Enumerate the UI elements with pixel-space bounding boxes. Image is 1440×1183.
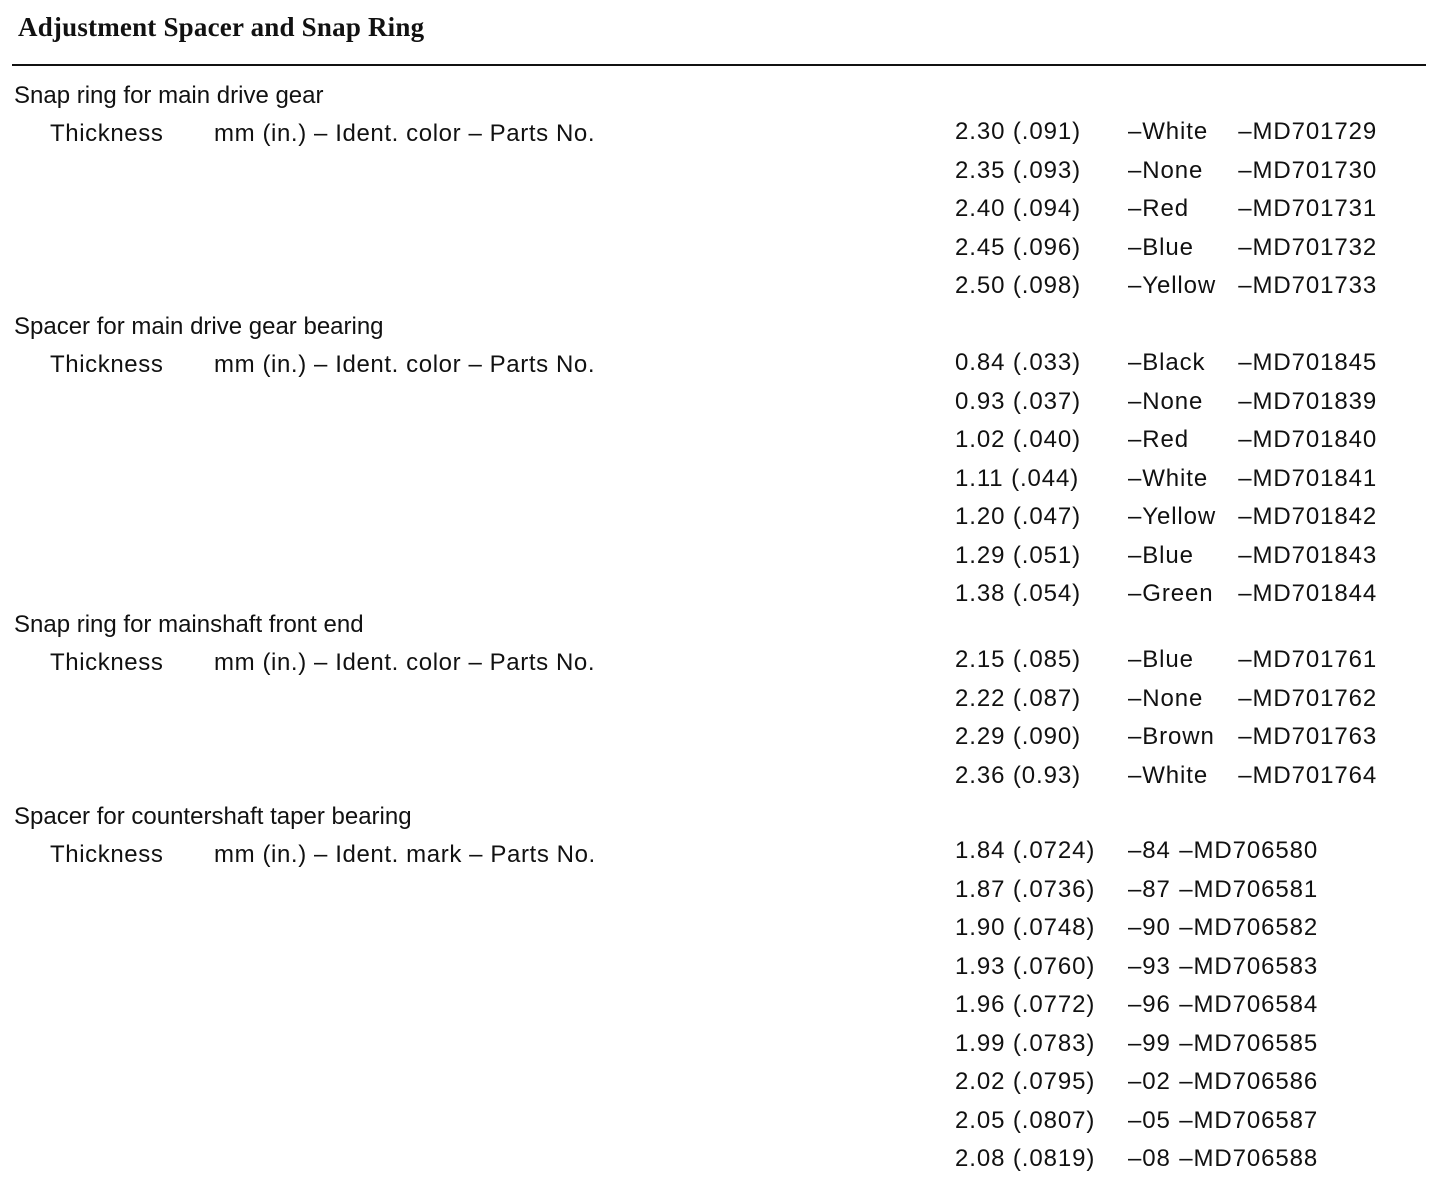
value-row <box>955 541 1377 580</box>
dash-separator: – <box>1128 914 1143 941</box>
ident-color-value: Blue <box>1142 646 1194 673</box>
value-list <box>955 645 1377 799</box>
ident-color-value: None <box>1142 684 1204 712</box>
dash-separator: – <box>1179 991 1194 1018</box>
value-row <box>955 464 1377 503</box>
value-row <box>955 684 1377 723</box>
dash-separator: – <box>1179 1145 1194 1172</box>
thickness-value: 1.93 (.0760) <box>955 952 1096 980</box>
part-number-value: MD701763 <box>1252 723 1378 750</box>
title-rule <box>12 64 1426 66</box>
thickness-value: 2.45 (.096) <box>955 233 1081 261</box>
dash-separator: – <box>1238 349 1253 376</box>
value-row <box>955 1067 1318 1106</box>
columns-label: mm (in.) – Ident. color – Parts No. <box>214 649 596 676</box>
dash-separator: – <box>1238 646 1253 673</box>
part-number-value: MD701762 <box>1252 684 1378 712</box>
part-number-value: MD706588 <box>1193 1145 1319 1172</box>
thickness-value: 1.84 (.0724) <box>955 837 1096 864</box>
part-number-value: MD706586 <box>1193 1068 1319 1095</box>
part-number-value: MD701761 <box>1252 646 1378 673</box>
dash-separator: – <box>1128 991 1143 1018</box>
ident-color-value: White <box>1142 761 1209 789</box>
columns-label: mm (in.) – Ident. color – Parts No. <box>214 120 596 147</box>
dash-separator: – <box>1128 426 1143 453</box>
ident-color-value: None <box>1142 156 1204 184</box>
dash-separator: – <box>1179 1068 1194 1095</box>
part-number-value: MD701731 <box>1252 195 1378 222</box>
value-row <box>955 645 1377 684</box>
dash-separator: – <box>1128 1068 1143 1095</box>
value-row <box>955 990 1318 1029</box>
section-title-main-drive-gear-bearing-spacer: Spacer for main drive gear bearing <box>14 313 384 340</box>
dash-separator: – <box>1238 118 1253 145</box>
dash-separator: – <box>1238 272 1253 299</box>
part-number-value: MD706587 <box>1193 1106 1319 1134</box>
thickness-value: 0.84 (.033) <box>955 349 1081 376</box>
dash-separator: – <box>1128 503 1143 530</box>
thickness-value: 2.15 (.085) <box>955 646 1081 673</box>
ident-mark-value: 87 <box>1142 875 1171 903</box>
ident-mark-value: 05 <box>1142 1106 1171 1134</box>
dash-separator: – <box>1128 837 1143 864</box>
part-number-value: MD706584 <box>1193 991 1319 1018</box>
dash-separator: – <box>1238 541 1253 569</box>
dash-separator: – <box>1128 272 1143 299</box>
ident-color-value: Red <box>1142 426 1189 453</box>
value-row <box>955 117 1377 156</box>
ident-mark-value: 90 <box>1142 914 1171 941</box>
value-row <box>955 761 1377 800</box>
column-label <box>50 351 595 379</box>
dash-separator: – <box>1128 580 1143 607</box>
part-number-value: MD701729 <box>1252 118 1378 145</box>
dash-separator: – <box>1238 156 1253 184</box>
thickness-value: 1.02 (.040) <box>955 426 1081 453</box>
dash-separator: – <box>1128 387 1143 415</box>
dash-separator: – <box>1179 914 1194 941</box>
thickness-value: 1.99 (.0783) <box>955 1029 1096 1057</box>
part-number-value: MD701845 <box>1252 349 1378 376</box>
part-number-value: MD701732 <box>1252 233 1378 261</box>
value-row <box>955 387 1377 426</box>
dash-separator: – <box>1128 349 1143 376</box>
value-row <box>955 836 1318 875</box>
dash-separator: – <box>1128 1029 1143 1057</box>
section-title-countershaft-taper-bearing-spacer: Spacer for countershaft taper bearing <box>14 803 412 830</box>
value-row <box>955 579 1377 618</box>
section-title-mainshaft-front-snap-ring: Snap ring for mainshaft front end <box>14 611 364 638</box>
value-list <box>955 348 1377 618</box>
ident-mark-value: 84 <box>1142 837 1171 864</box>
dash-separator: – <box>1128 646 1143 673</box>
part-number-value: MD706580 <box>1193 837 1319 864</box>
ident-color-value: Green <box>1142 580 1214 607</box>
ident-color-value: None <box>1142 387 1204 415</box>
part-number-value: MD701764 <box>1252 761 1378 789</box>
ident-mark-value: 99 <box>1142 1029 1171 1057</box>
ident-color-value: Black <box>1142 349 1206 376</box>
dash-separator: – <box>1128 464 1143 492</box>
value-row <box>955 194 1377 233</box>
column-label <box>50 649 595 677</box>
part-number-value: MD701839 <box>1252 387 1378 415</box>
thickness-value: 2.50 (.098) <box>955 272 1081 299</box>
part-number-value: MD706585 <box>1193 1029 1319 1057</box>
dash-separator: – <box>1128 195 1143 222</box>
thickness-label: Thickness <box>50 841 164 868</box>
thickness-value: 0.93 (.037) <box>955 387 1081 415</box>
dash-separator: – <box>1128 723 1143 750</box>
dash-separator: – <box>1179 875 1194 903</box>
thickness-value: 2.40 (.094) <box>955 195 1081 222</box>
thickness-value: 2.05 (.0807) <box>955 1106 1096 1134</box>
value-row <box>955 875 1318 914</box>
column-label <box>50 841 596 869</box>
value-row <box>955 156 1377 195</box>
part-number-value: MD706583 <box>1193 952 1319 980</box>
thickness-value: 2.35 (.093) <box>955 156 1081 184</box>
ident-color-value: Blue <box>1142 541 1194 569</box>
dash-separator: – <box>1128 875 1143 903</box>
thickness-value: 2.30 (.091) <box>955 118 1081 145</box>
part-number-value: MD701840 <box>1252 426 1378 453</box>
dash-separator: – <box>1128 156 1143 184</box>
dash-separator: – <box>1128 233 1143 261</box>
part-number-value: MD701841 <box>1252 464 1378 492</box>
ident-mark-value: 08 <box>1142 1145 1171 1172</box>
dash-separator: – <box>1238 503 1253 530</box>
ident-mark-value: 93 <box>1142 952 1171 980</box>
part-number-value: MD701844 <box>1252 580 1378 607</box>
section-title-main-drive-gear-snap-ring: Snap ring for main drive gear <box>14 82 324 109</box>
value-row <box>955 1029 1318 1068</box>
dash-separator: – <box>1128 952 1143 980</box>
ident-color-value: Yellow <box>1142 272 1217 299</box>
dash-separator: – <box>1179 837 1194 864</box>
thickness-value: 1.90 (.0748) <box>955 914 1096 941</box>
part-number-value: MD706581 <box>1193 875 1319 903</box>
value-list <box>955 836 1318 1183</box>
thickness-value: 1.96 (.0772) <box>955 991 1096 1018</box>
thickness-value: 1.20 (.047) <box>955 503 1081 530</box>
ident-color-value: White <box>1142 118 1209 145</box>
ident-color-value: Brown <box>1142 723 1215 750</box>
value-row <box>955 233 1377 272</box>
part-number-value: MD701843 <box>1252 541 1378 569</box>
dash-separator: – <box>1128 118 1143 145</box>
thickness-value: 2.02 (.0795) <box>955 1068 1096 1095</box>
dash-separator: – <box>1179 1029 1194 1057</box>
dash-separator: – <box>1128 684 1143 712</box>
value-row <box>955 348 1377 387</box>
part-number-value: MD701730 <box>1252 156 1378 184</box>
ident-color-value: White <box>1142 464 1209 492</box>
thickness-value: 2.08 (.0819) <box>955 1145 1096 1172</box>
thickness-value: 2.29 (.090) <box>955 723 1081 750</box>
dash-separator: – <box>1238 233 1253 261</box>
part-number-value: MD701842 <box>1252 503 1378 530</box>
thickness-value: 1.29 (.051) <box>955 541 1081 569</box>
value-row <box>955 913 1318 952</box>
thickness-value: 1.11 (.044) <box>955 464 1080 492</box>
thickness-label: Thickness <box>50 649 164 676</box>
thickness-value: 2.22 (.087) <box>955 684 1081 712</box>
columns-label: mm (in.) – Ident. color – Parts No. <box>214 351 596 378</box>
dash-separator: – <box>1128 1145 1143 1172</box>
value-list <box>955 117 1377 310</box>
columns-label: mm (in.) – Ident. mark – Parts No. <box>214 841 596 868</box>
dash-separator: – <box>1238 580 1253 607</box>
dash-separator: – <box>1128 1106 1143 1134</box>
dash-separator: – <box>1179 952 1194 980</box>
value-row <box>955 952 1318 991</box>
dash-separator: – <box>1238 464 1253 492</box>
ident-mark-value: 96 <box>1142 991 1171 1018</box>
thickness-value: 1.38 (.054) <box>955 580 1081 607</box>
value-row <box>955 722 1377 761</box>
value-row <box>955 502 1377 541</box>
dash-separator: – <box>1238 761 1253 789</box>
value-row <box>955 425 1377 464</box>
dash-separator: – <box>1238 195 1253 222</box>
value-row <box>955 271 1377 310</box>
ident-mark-value: 02 <box>1142 1068 1171 1095</box>
column-label <box>50 120 595 148</box>
ident-color-value: Blue <box>1142 233 1194 261</box>
part-number-value: MD701733 <box>1252 272 1378 299</box>
thickness-value: 1.87 (.0736) <box>955 875 1096 903</box>
dash-separator: – <box>1238 426 1253 453</box>
ident-color-value: Red <box>1142 195 1189 222</box>
value-row <box>955 1106 1318 1145</box>
ident-color-value: Yellow <box>1142 503 1217 530</box>
thickness-label: Thickness <box>50 351 164 378</box>
dash-separator: – <box>1238 684 1253 712</box>
thickness-label: Thickness <box>50 120 164 147</box>
thickness-value: 2.36 (0.93) <box>955 761 1081 789</box>
dash-separator: – <box>1238 387 1253 415</box>
value-row <box>955 1144 1318 1183</box>
part-number-value: MD706582 <box>1193 914 1319 941</box>
dash-separator: – <box>1128 761 1143 789</box>
dash-separator: – <box>1238 723 1253 750</box>
page-title: Adjustment Spacer and Snap Ring <box>18 12 425 42</box>
dash-separator: – <box>1179 1106 1194 1134</box>
dash-separator: – <box>1128 541 1143 569</box>
